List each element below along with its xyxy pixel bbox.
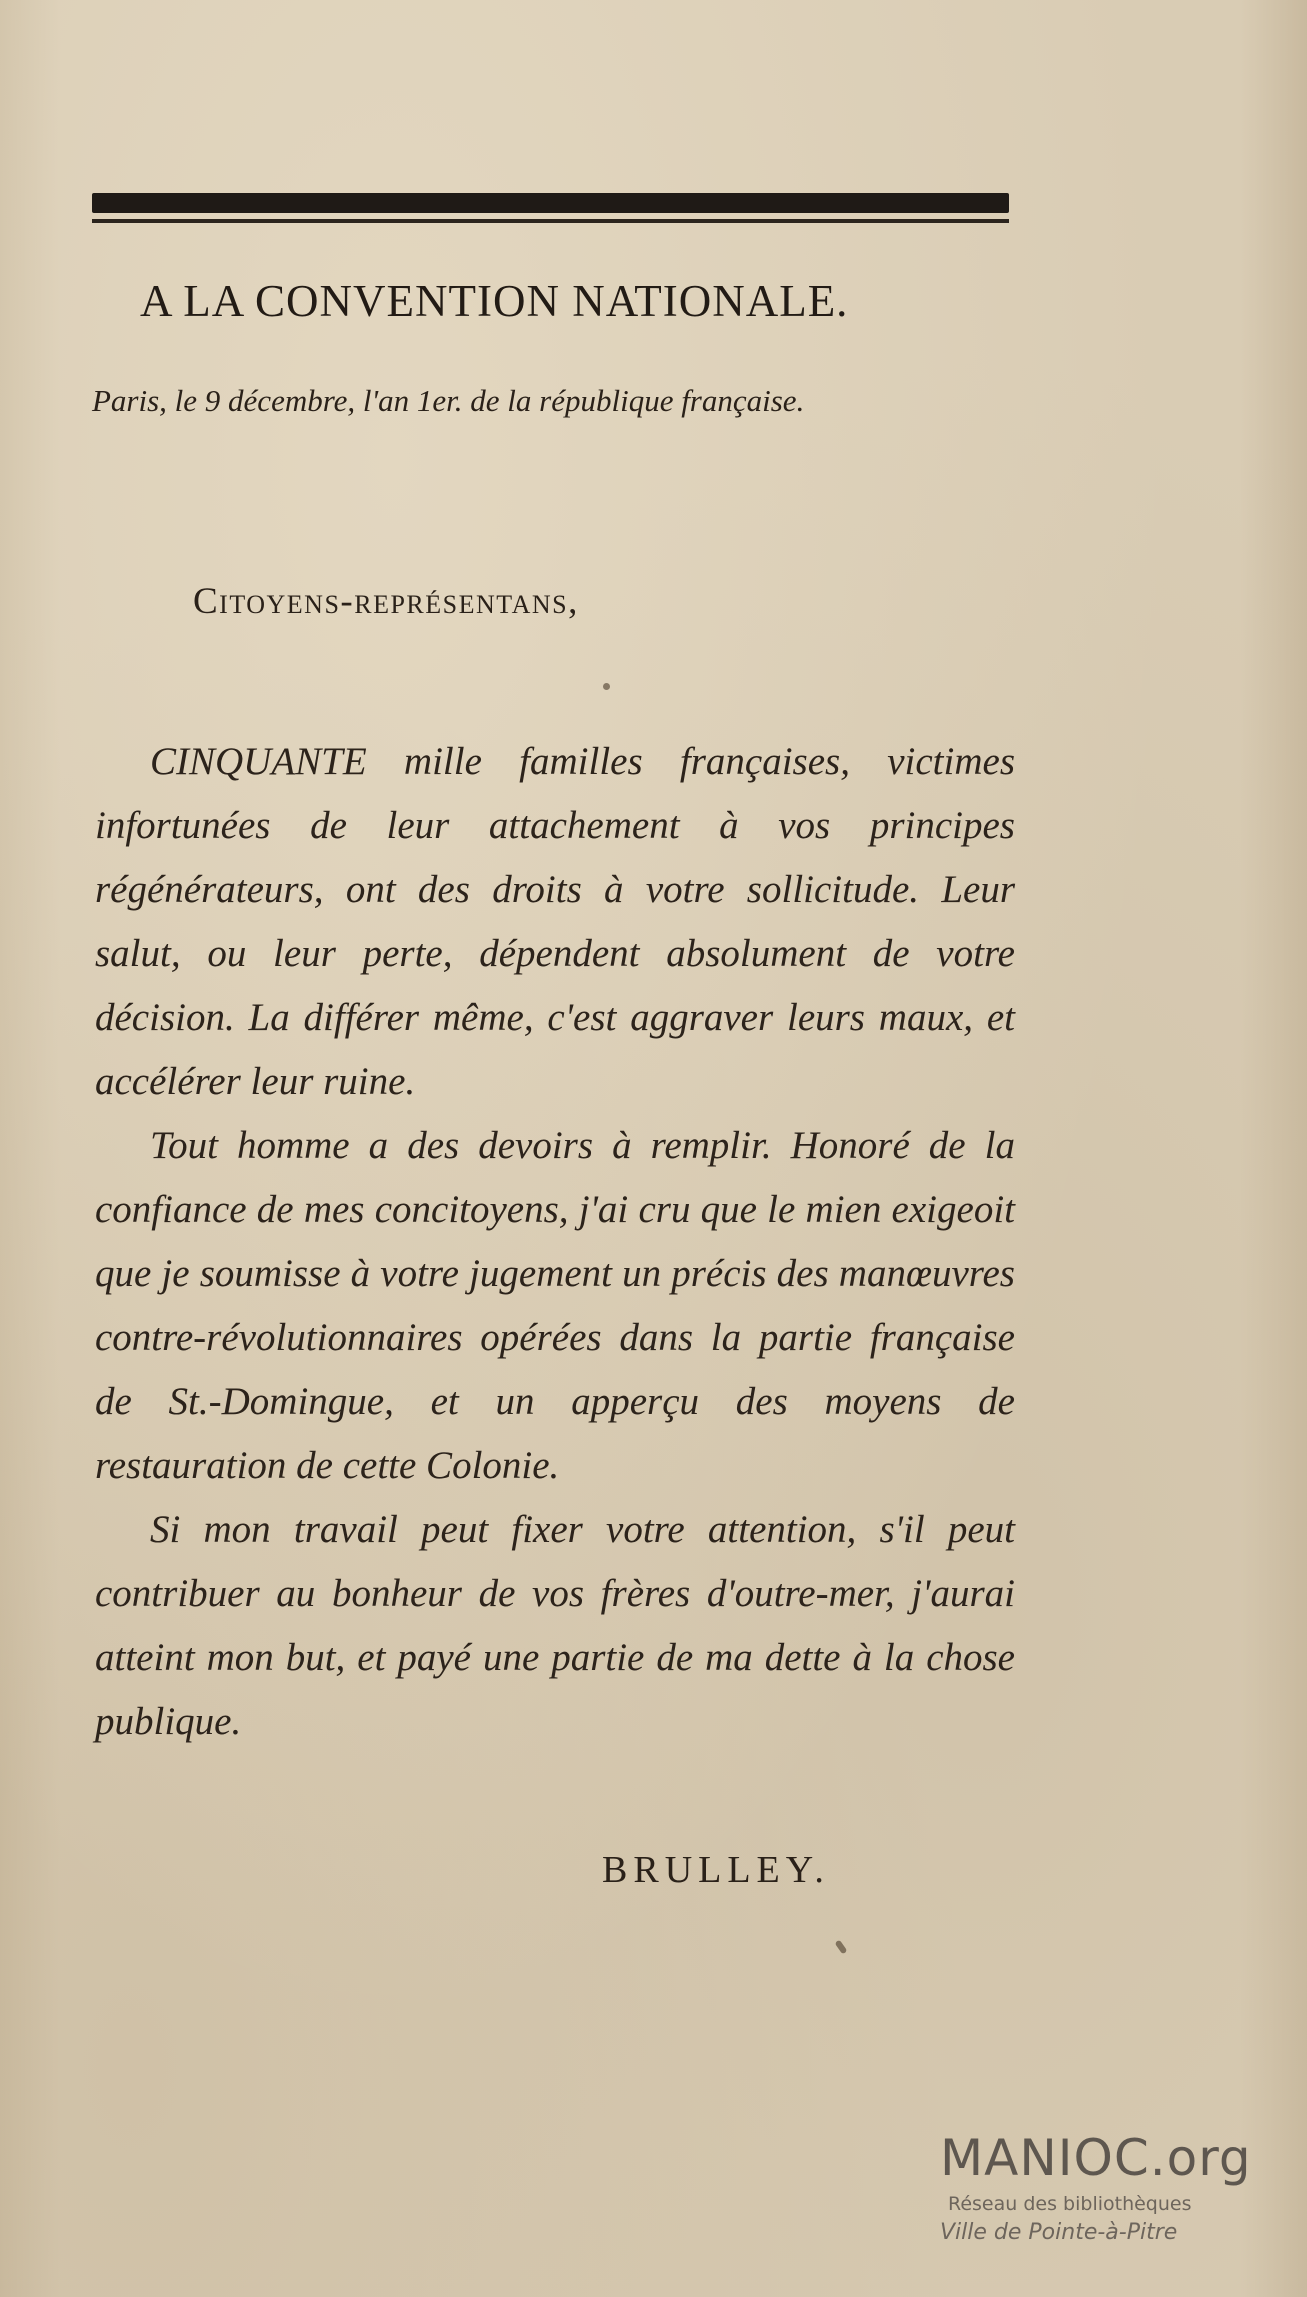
signature: BRULLEY. bbox=[602, 1849, 830, 1891]
ornamental-rule bbox=[92, 193, 1009, 225]
document-heading: A LA CONVENTION NATIONALE. bbox=[140, 276, 849, 326]
manioc-logo: MANIOC.org bbox=[940, 2129, 1252, 2187]
paragraph-3: Si mon travail peut fixer votre attention, s'il peut contribuer au bonheur de vos frères d'outre-mer, j'aurai atteint mon but, et payé une partie de ma dette à la chose publique. bbox=[95, 1508, 1015, 1743]
salutation: Citoyens-représentans, bbox=[193, 581, 579, 622]
ink-spot bbox=[603, 683, 610, 690]
library-stamp bbox=[940, 2130, 1280, 2248]
letter-body bbox=[95, 730, 1015, 1754]
ink-spot bbox=[835, 1940, 848, 1955]
paragraph-1: CINQUANTE mille familles françaises, victimes infortunées de leur attachement à vos principes régénérateurs, ont des droits à votre sollicitude. Leur salut, ou leur perte, dépendent absolument de votre décision. La différer même, c'est aggraver leurs maux, et accélérer leur ruine. bbox=[95, 740, 1015, 1103]
stamp-city-label: Ville de Pointe-à-Pitre bbox=[940, 2220, 1178, 2245]
paragraph-2: Tout homme a des devoirs à remplir. Honoré de la confiance de mes concitoyens, j'ai cru que le mien exigeoit que je soumisse à votre jugement un précis des manœuvres contre-révolutionnaires opérées dans la partie française de St.-Domingue, et un apperçu des moyens de restauration de cette Colonie. bbox=[95, 1124, 1015, 1487]
stamp-network-label: Réseau des bibliothèques bbox=[948, 2193, 1192, 2215]
rule-thin-line bbox=[92, 219, 1009, 223]
dateline: Paris, le 9 décembre, l'an 1er. de la république française. bbox=[92, 383, 805, 418]
rule-thick-line bbox=[92, 193, 1009, 213]
